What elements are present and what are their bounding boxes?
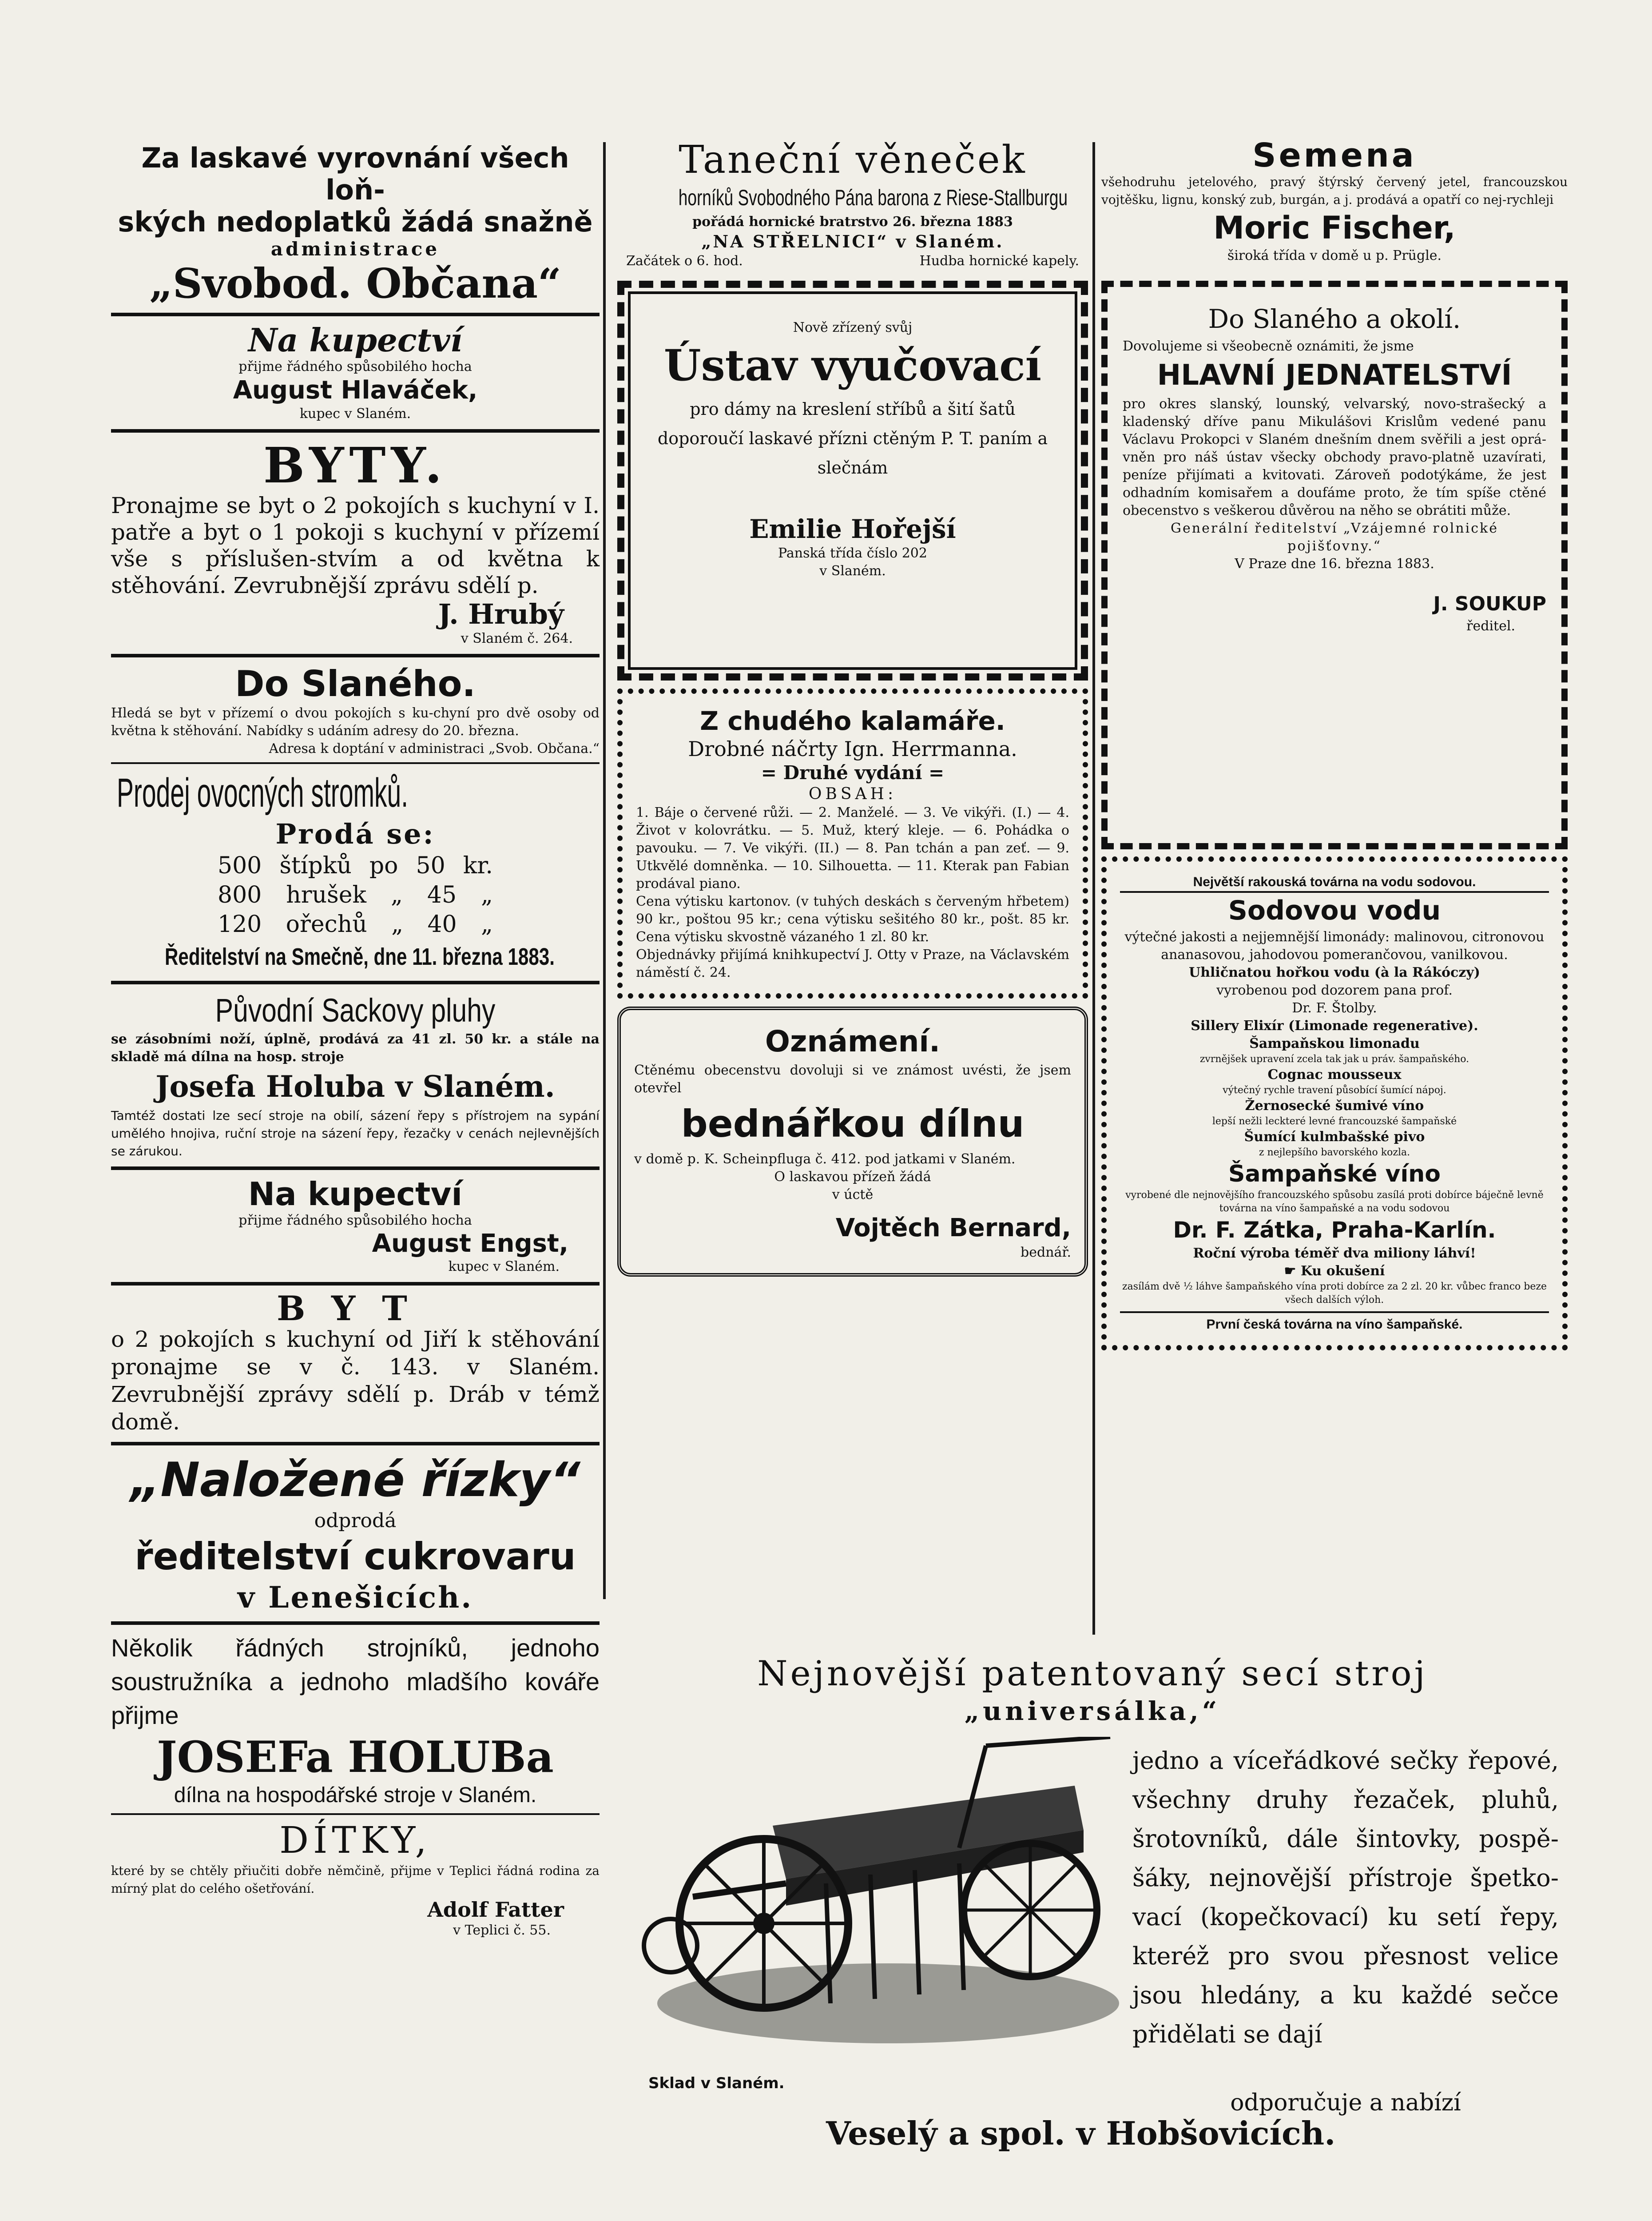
ustav-ad: Nově zřízený svůj Ústav vyučovací pro dámy na kreslení stříbů a šití šatů doporoučí laskavé přízni ctěným P. T. paním a slečnám Emilie Hořejší Panská třída číslo 202 v Slaném. [617,281,1088,681]
price-row: 120 ořechů „ 40 „ [218,911,493,938]
column-2 [617,133,1088,1277]
newspaper-page [111,133,1568,2221]
byty-ad: BYTY. Pronajme se byt o 2 pokojích s kuchyní v I. patře a byt o 1 pokoji s kuchyní v přízemí vše s příslušen-stvím a od května k stěhování. Zevrubnější zprávu sdělí p. J. Hrubý v Slaném č. 264. [111,437,600,646]
stromky-ad: Prodej ovocných stromků. Prodá se: 500 štípků po 50 kr. 800 hrušek „ 45 „ 120 ořechů „ 40 „ Ředitelství na Smečně, dne 11. března 1883. [111,768,600,975]
pluhy-ad: Původní Sackovy pluhy se zásobními noží, úplně, prodává za 41 zl. 50 kr. a stále na skladě má dílna na hosp. stroje Josefa Holuba v Slaném. Tamtéž dostati lze secí stroje na obilí, sázení řepy s přístrojem na sypání umělého hnojiva, ruční stroje na sázení řepy, řezačky v cenách nejlevnějších se zárukou. [111,992,600,1158]
sodovka-ad: Největší rakouská továrna na vodu sodovou. Sodovou vodu výtečné jakosti a nejjemnější limonády: malinovou, citronovou ananasovou, jahodovou pomerančovou, vanilkovou. Uhličnatou hořkou vodu (à la Rákóczy) vyrobenou pod dozorem pana prof. Dr. F. Štolby. Sillery Elixír (Limonade regenerative). Šampaňskou limonadu zvrnějšek upravení zcela tak jak u práv. šampaňského. Cognac mousseux výtečný rychle travení působící šumící nápoj. Žernosecké šumivé víno lepší nežli leckteré levné francouzské šampaňské Šumící kulmbašské pivo z nejlepšího bavorského kozla. Šampaňské víno vyrobené dle nejnovějšího francouzského spůsobu zasílá proti dobírce báječně levně továrna na víno šampaňské a na vodu sodovou Dr. F. Zátka, Praha-Karlín. Roční výroba téměř dva miliony láhví! ☛ Ku okušení zasílám dvě ½ láhve šampaňského vína proti dobírce za 2 zl. 20 kr. vůbec franco beze všech dalších výloh. První česká továrna na víno šampaňské. [1101,856,1568,1350]
pointing-hand-icon: ☛ [1284,1263,1296,1279]
seed-drill-illustration: Sklad v Slaném. [639,1737,1119,2057]
price-row: 500 štípků po 50 kr. [218,852,493,879]
byt-ad: BYT o 2 pokojích s kuchyní od Jiří k stěhování pronajme se v č. 143. v Slaném. Zevrubnější zprávy sdělí p. Dráb v témž domě. [111,1289,600,1435]
column-1 [111,133,600,1939]
universalka-description: jedno a víceřádkové sečky řepové, všechny druhy řezaček, pluhů, šrotovníků, dále šintovky, pospě-šáky, nejnovější přístroje špetko-vací (kopečkovací) ku setí řepy, kteréž pro svou přesnost velice jsou hledány, a ku každé sečce přidělati se dají odporučuje a nabízí [1132,1747,1559,2116]
strojnici-ad: Několik řádných strojníků, jednoho soustružníka a jednoho mladšího kováře přijme JOSEFa HOLUBa dílna na hospodářské stroje v Slaném. [111,1634,600,1807]
kupectvi-ad-1: Na kupectví přijme řádného spůsobilého hocha August Hlaváček, kupec v Slaném. [233,321,478,422]
kalamar-ad: Z chudého kalamáře. Drobné náčrty Ign. Herrmanna. = Druhé vydání = OBSAH: 1. Báje o červené růži. — 2. Manželé. — 3. Ve vikýři. (I.) — 4. Život v kolovrátku. — 5. Muž, který kleje. — 6. Pohádka o pavouku. — 7. Ve vikýři. (II.) — 8. Pan tchán a pan zeť. — 9. Utkvělé domněnka. — 10. Silhouetta. — 11. Kterak pan Fabian prodával piano. Cena výtisku kartonov. (v tuhých deskách s červeným hřbetem) 90 kr., poštou 95 kr.; cena výtisku sešitého 80 kr., pošt. 85 kr. Cena výtisku skvostně vázaného 1 zl. 80 kr. Objednávky přijímá knihkupectví J. Otty v Praze, na Václavském náměstí č. 24. [617,689,1088,999]
universalka-ad: Nejnovější patentovaný secí stroj „universálka,“ Sklad v Slaném. jedno a víceřádkové sečky řepové, všechny druhy řezaček, pluhů, šrotovníků, dále šintovky, pospě-šáky, nejnovější přístroje špetko-vací (kopečkovací) ku setí řepy, kteréž pro svou přesnost velice jsou hledány, a ku každé sečce přidělati se dají odporučuje a nabízí Veselý a spol. v Hobšovicích. [617,1652,1568,2221]
venecek-ad: Taneční věneček horníků Svobodného Pána barona z Riese-Stallburgu pořádá hornické bratrstvo 26. března 1883 „NA STŘELNICI“ v Slaném. Začátek o 6. hod. Hudba hornické kapely. [626,138,1079,269]
price-list [111,851,600,939]
column-3 [1101,133,1568,1350]
rizky-ad: „Naložené řízky“ odprodá ředitelství cukrovaru v Lenešicích. [130,1453,580,1615]
price-row: 800 hrušek „ 45 „ [218,882,493,908]
kupectvi-ad-2: Na kupectví přijme řádného spůsobilého hocha August Engst, kupec v Slaném. [238,1175,568,1274]
oznameni-ad: Oznámení. Ctěnému obecenstvu dovoluji si ve známost uvésti, že jsem otevřel bednářkou dílnu v domě p. K. Scheinpfluga č. 412. pod jatkami v Slaném. O laskavou přízeň žádá v úctě Vojtěch Bernard, bednář. [617,1007,1088,1277]
column-separator [603,142,606,1599]
column-separator [1092,142,1095,1635]
admin-notice: Za laskavé vyrovnání všech loň- ských nedoplatků žádá snažně administrace „Svobod. Občana“ [118,142,593,307]
semena-ad: Semena všehodruhu jetelového, pravý štýrský červený jetel, francouzskou vojtěšku, lignu, konský zub, burgán, a j. prodává a opatří co nej-rychleji Moric Fischer, široká třída v domě u p. Prügle. [1101,136,1568,263]
ditky-ad: DÍTKY, které by se chtěly přiučiti dobře němčině, přijme v Teplici řádná rodina za mírný plat do celého ošetřování. Adolf Fatter v Teplici č. 55. [111,1819,600,1938]
jednatelstvi-ad: Do Slaného a okolí. Dovolujeme si všeobecně oznámiti, že jsme HLAVNÍ JEDNATELSTVÍ pro okres slanský, lounský, velvarský, novo-strašecký a kladenský dříve panu Mikulášovi Krislům vedené panu Václavu Prokopci v Slaném dnešním dnem svěřili a jest oprá-vněn pro náš ústav všecky obchody pravo-platně uzavírati, peníze přijímati a kvitovati. Zároveň podotýkáme, že jest odhadním komisařem a doufáme proto, že tím spíše ctěné obecenstvo s veškerou důvěrou na něho se obrátiti může. Generální ředitelství „Vzájemné rolnické pojišťovny.“ V Praze dne 16. března 1883. J. SOUKUP ředitel. [1101,281,1568,849]
hand-pointer-row: ☛ Ku okušení [1284,1263,1385,1279]
seed-drill-image [639,1737,1119,2057]
do-slaneho-ad: Do Slaného. Hledá se byt v přízemí o dvou pokojích s ku-chyní pro dvě osoby od května k stěhování. Nabídky s udáním adresy do 20. března. Adresa k doptání v administraci „Svob. Občana.“ [111,663,600,756]
